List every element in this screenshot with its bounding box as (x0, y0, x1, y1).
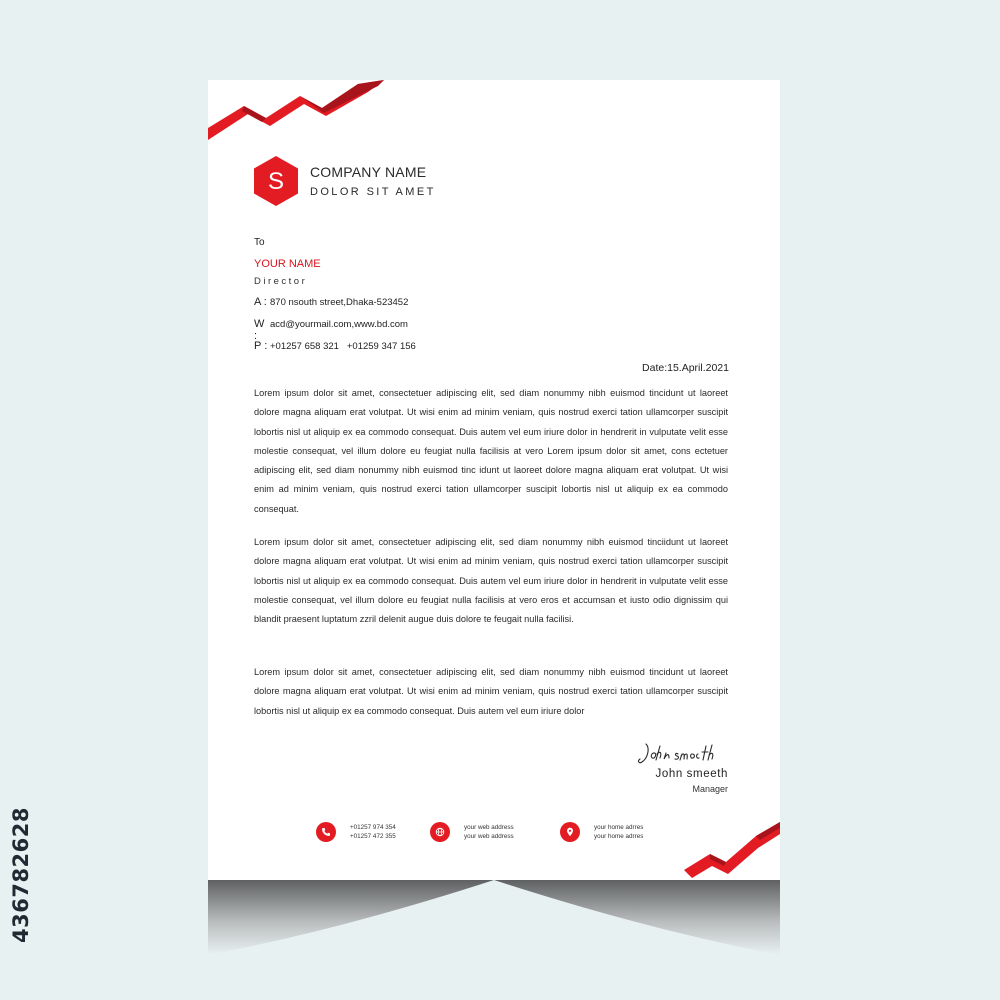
top-left-ribbon (208, 80, 388, 144)
letterhead-page (208, 80, 780, 880)
footer-home-2: your home adrres (594, 833, 644, 840)
stock-id-text: 436782628 (9, 806, 34, 944)
footer-phone-2: +01257 472 355 (350, 833, 396, 840)
address-row (254, 296, 408, 308)
recipient-name: YOUR NAME (254, 258, 321, 270)
body-paragraph-1: Lorem ipsum dolor sit amet, consectetuer adipiscing elit, sed diam nonummy nibh euismod tincidunt ut laoreet dolore magna aliquam erat volutpat. Ut wisi enim ad minim veniam, quis nostrud exerci tation ullamcorper suscipit lobortis nisl ut aliquip ex ea commodo consequat. Duis autem vel eum iriure dolor in hendrerit in vulputate velit esse molestie consequat, vel illum dolore eu feugiat nulla facilisis at vero Lorem ipsum dolor sit amet, cons ectetuer adipiscing elit, sed diam nonummy nibh euismod tinc idunt ut laoreet dolore magna aliquam erat volutpat. Ut wisi enim ad minim veniam, quis nostrud exerci tation ullamcorper suscipit lobortis nisl ut aliquip ex ea commodo consequat. (254, 388, 728, 514)
footer-web-2: your web address (464, 833, 514, 840)
company-tagline: DOLOR SIT AMET (310, 186, 436, 198)
bottom-right-ribbon (684, 820, 780, 880)
phone-value: +01257 658 321 +01259 347 156 (270, 341, 416, 352)
letter-date: Date:15.April.2021 (642, 362, 729, 374)
web-row (254, 318, 408, 342)
company-logo (254, 156, 298, 206)
footer-web-1: your web address (464, 824, 514, 831)
address-value: 870 nsouth street,Dhaka-523452 (270, 297, 409, 308)
company-name: COMPANY NAME (310, 164, 427, 180)
body-paragraph-3: Lorem ipsum dolor sit amet, consectetuer adipiscing elit, sed diam nonummy nibh euismod tincidunt ut laoreet dolore magna aliquam erat volutpat. Ut wisi enim ad minim veniam, quis nostrud exerci tation ullamcorper suscipit lobortis nisl ut aliquip ex ea commodo consequat. Duis autem vel eum iriure dolor (254, 667, 728, 716)
web-value: acd@yourmail.com,www.bd.com (270, 319, 408, 330)
handwritten-signature (636, 742, 728, 766)
body-paragraph-2: Lorem ipsum dolor sit amet, consectetuer adipiscing elit, sed diam nonummy nibh euismod tinciidunt ut laoreet dolore magna aliquam erat volutpat. Ut wisi enim ad minim veniam, quis nostrud exerci tation ullamcorper suscipit lobortis nisl ut aliquip ex ea commodo consequat. Duis autem vel eum iriure dolor in hendrerit in vulputate velit esse molestie consequat, vel illum dolore eu feugiat nulla facilisis at vero eros et accumsan et iusto odio dignissim qui blandit praesent luptatum zzril delenit augue duis dolore te feugait nulla facilisi. (254, 537, 728, 625)
location-pin-icon (560, 822, 580, 842)
footer-web (430, 822, 514, 842)
signer-name: John smeeth (655, 768, 728, 780)
web-key: W : (254, 318, 265, 342)
phone-row (254, 340, 416, 352)
address-key: A : (254, 296, 267, 308)
recipient-role: Director (254, 276, 308, 287)
to-label: To (254, 237, 265, 248)
globe-icon (430, 822, 450, 842)
footer-phone (316, 822, 396, 842)
signer-title: Manager (692, 784, 728, 794)
phone-key: P : (254, 340, 268, 352)
phone-icon (316, 822, 336, 842)
page-shadow (208, 880, 780, 990)
logo-letter: S (267, 168, 285, 195)
stock-id-watermark (6, 760, 36, 990)
footer-home (560, 822, 643, 842)
footer-home-1: your home adrres (594, 824, 644, 831)
footer-phone-1: +01257 974 354 (350, 824, 396, 831)
